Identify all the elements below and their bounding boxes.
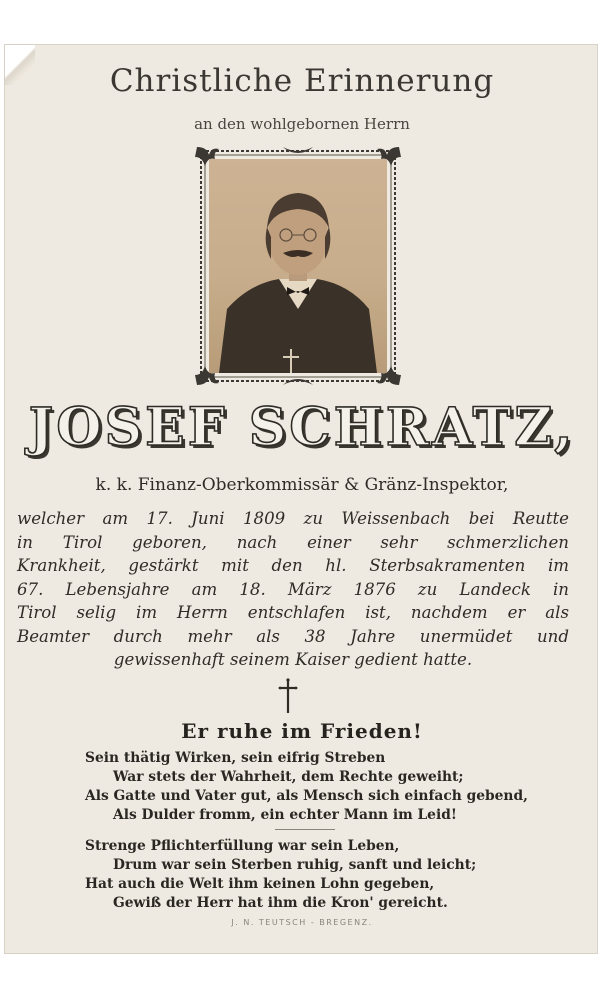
biography-line: gewissenhaft seinem Kaiser gedient hatte. — [113, 650, 473, 669]
verse-line: Als Gatte und Vater gut, als Mensch sich einfach gebend, — [85, 788, 528, 804]
deceased-name: JOSEF SCHRATZ, — [28, 397, 576, 458]
biography-line: Beamter durch mehr als 38 Jahre unermüdet und — [17, 626, 569, 646]
biography-text — [17, 507, 569, 672]
biography-line: Tirol selig im Herrn entschlafen ist, nachdem er als — [17, 603, 569, 622]
portrait-photo — [209, 159, 387, 373]
stanza-divider — [275, 829, 335, 830]
latin-cross-icon — [277, 678, 299, 718]
biography-line: 67. Lebensjahre am 18. März 1876 zu Landeck in — [17, 579, 569, 599]
memorial-card — [4, 44, 598, 954]
card-subtitle: an den wohlgebornen Herrn — [194, 115, 410, 133]
photo-frame — [195, 145, 401, 387]
biography-line: welcher am 17. Juni 1809 zu Weissenbach bei Reutte — [17, 509, 569, 528]
verse-line: Als Dulder fromm, ein echter Mann im Leid! — [113, 807, 457, 823]
deceased-position: k. k. Finanz-Oberkommissär & Gränz-Inspektor, — [95, 475, 509, 495]
biography-line: in Tirol geboren, nach einer sehr schmerzlichen — [17, 532, 569, 552]
verse-line: War stets der Wahrheit, dem Rechte geweiht; — [113, 769, 464, 785]
printer-imprint: J. N. TEUTSCH - BREGENZ. — [231, 918, 373, 927]
card-title: Christliche Erinnerung — [109, 63, 495, 99]
verse-line: Drum war sein Sterben ruhig, sanft und leicht; — [113, 857, 477, 873]
verse-line: Sein thätig Wirken, sein eifrig Streben — [85, 750, 386, 766]
biography-line: Krankheit, gestärkt mit den hl. Sterbsakramenten im — [17, 556, 569, 575]
verse-line: Hat auch die Welt ihm keinen Lohn gegeben, — [85, 876, 435, 892]
rest-in-peace-heading: Er ruhe im Frieden! — [181, 719, 423, 743]
verse-line: Gewiß der Herr hat ihm die Kron' gereicht. — [113, 895, 448, 911]
verse-line: Strenge Pflichterfüllung war sein Leben, — [85, 838, 400, 854]
